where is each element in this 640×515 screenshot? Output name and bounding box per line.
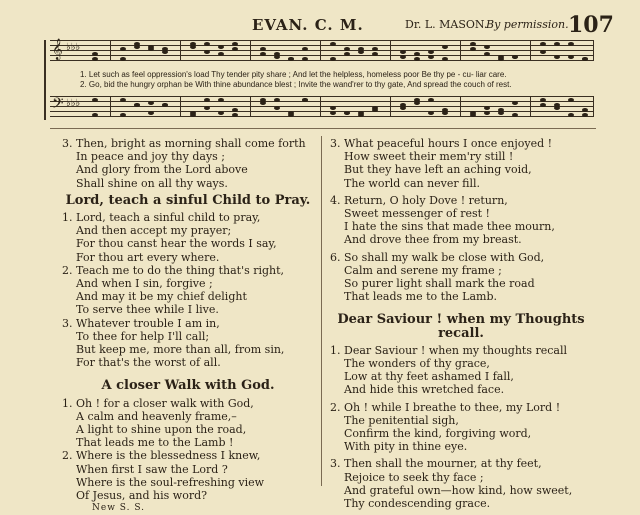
note-head xyxy=(428,50,434,54)
verse-number: 3. xyxy=(62,137,73,150)
note-head xyxy=(302,98,308,102)
tune-title: EVAN. C. M. xyxy=(252,16,364,34)
note-head xyxy=(204,50,210,54)
note-head xyxy=(498,57,504,61)
verse-line: So shall my walk be close with God, xyxy=(344,250,545,264)
verse-number: 6. xyxy=(330,250,341,264)
verse-line: That leads me to the Lamb. xyxy=(344,290,497,304)
note-head xyxy=(148,111,154,115)
note-head xyxy=(92,52,98,56)
verse-line: And when I sin, forgive ; xyxy=(76,277,213,291)
page-header xyxy=(0,14,640,36)
staff-line xyxy=(50,60,594,61)
note-head xyxy=(120,57,126,61)
verse-number: 1. xyxy=(62,211,73,225)
bar-line xyxy=(530,96,531,116)
verse-line: For thou art every where. xyxy=(76,250,220,264)
verse-line: Oh ! for a closer walk with God, xyxy=(76,396,254,410)
note-head xyxy=(148,101,154,105)
verse-line: And glory from the Lord above xyxy=(76,163,248,177)
verse-line: Calm and serene my frame ; xyxy=(344,263,502,277)
bar-line xyxy=(390,96,391,116)
verse-line: Low at thy feet ashamed I fall, xyxy=(344,370,514,384)
verse-block xyxy=(62,137,314,190)
note-head xyxy=(414,52,420,56)
note-head xyxy=(554,42,560,46)
system-brace xyxy=(44,40,49,120)
note-head xyxy=(400,50,406,54)
treble-staff xyxy=(50,40,594,60)
note-head xyxy=(218,98,224,102)
bar-line xyxy=(180,96,181,116)
verse-number: 2. xyxy=(330,400,341,414)
note-head xyxy=(134,103,140,107)
clef-icon: 𝄞 xyxy=(52,39,63,60)
verse-line: Sweet messenger of rest ! xyxy=(344,207,490,221)
staff-line xyxy=(50,111,594,112)
verse-block xyxy=(330,457,592,510)
verse-line: In peace and joy thy days ; xyxy=(76,150,226,164)
note-head xyxy=(232,113,238,117)
note-head xyxy=(330,42,336,46)
note-head xyxy=(344,111,350,115)
verse-line: Where is the soul-refreshing view xyxy=(76,475,265,489)
staff-line xyxy=(50,96,594,97)
note-head xyxy=(540,98,546,102)
note-head xyxy=(428,98,434,102)
note-head xyxy=(274,98,280,102)
note-head xyxy=(134,42,140,46)
verse-line: And then accept my prayer; xyxy=(76,224,232,238)
key-signature-icon: ♭♭♭ xyxy=(66,98,81,109)
verse-block xyxy=(330,251,592,304)
note-head xyxy=(470,42,476,46)
key-signature-icon: ♭♭♭ xyxy=(66,42,81,53)
note-head xyxy=(554,103,560,107)
note-head xyxy=(204,106,210,110)
note-head xyxy=(120,98,126,102)
verse-line: How sweet their mem'ry still ! xyxy=(344,150,514,164)
note-head xyxy=(120,47,126,51)
hymn-title: Dear Saviour ! when my Thoughts recall. xyxy=(337,312,585,341)
note-head xyxy=(218,52,224,56)
note-head xyxy=(92,113,98,117)
note-head xyxy=(414,101,420,105)
verse-line: And hide this wretched face. xyxy=(344,383,505,397)
note-head xyxy=(442,57,448,61)
left-column xyxy=(62,137,314,515)
note-head xyxy=(330,111,336,115)
verse-line: But keep me, more than all, from sin, xyxy=(76,343,285,357)
bar-line xyxy=(250,40,251,60)
note-head xyxy=(218,45,224,49)
verse-line: A calm and heavenly frame,– xyxy=(76,409,237,423)
verse-line: Then shall the mourner, at thy feet, xyxy=(344,457,542,471)
clef-icon: 𝄢 xyxy=(52,95,64,116)
verse-number: 3. xyxy=(62,316,73,330)
verse-line: For thou canst hear the words I say, xyxy=(76,237,277,251)
note-head xyxy=(442,108,448,112)
note-head xyxy=(274,106,280,110)
note-head xyxy=(540,42,546,46)
verse-line: Where is the blessedness I knew, xyxy=(76,449,261,463)
page-number: 107 xyxy=(568,12,614,38)
verse-line: Of Jesus, and his word? xyxy=(76,489,208,503)
note-head xyxy=(232,47,238,51)
lyric-line-1: 1. Let such as feel oppression's load Thy tender pity share ; And let the helpless, homeless poor Be thy pe - cu- liar care. xyxy=(80,70,507,79)
note-head xyxy=(232,108,238,112)
verse-number: 2. xyxy=(62,263,73,277)
note-head xyxy=(260,47,266,51)
note-head xyxy=(372,108,378,112)
verse-line: Oh ! while I breathe to thee, my Lord ! xyxy=(344,400,561,414)
note-head xyxy=(358,113,364,117)
bar-line xyxy=(593,40,594,60)
note-head xyxy=(484,45,490,49)
bar-line xyxy=(530,40,531,60)
verse-line: And may it be my chief delight xyxy=(76,290,247,304)
note-head xyxy=(288,57,294,61)
bar-line xyxy=(460,96,461,116)
verse-number: 3. xyxy=(330,457,341,471)
verse-block xyxy=(62,449,314,502)
note-head xyxy=(512,55,518,59)
verse-block xyxy=(330,401,592,454)
verse-line: Shall shine on all thy ways. xyxy=(76,176,228,190)
note-head xyxy=(470,113,476,117)
verse-line: That leads me to the Lamb ! xyxy=(76,436,234,450)
note-head xyxy=(358,50,364,54)
note-head xyxy=(260,101,266,105)
verse-line: Teach me to do the thing that's right, xyxy=(76,263,285,277)
verse-block xyxy=(62,317,314,370)
note-head xyxy=(92,98,98,102)
note-head xyxy=(540,50,546,54)
column-divider xyxy=(321,136,322,486)
verse-line: Lord, teach a sinful child to pray, xyxy=(76,211,261,225)
verse-number: 3. xyxy=(330,137,341,150)
bar-line xyxy=(320,96,321,116)
note-head xyxy=(372,52,378,56)
note-head xyxy=(582,113,588,117)
verse-line: And grateful own—how kind, how sweet, xyxy=(344,483,573,497)
note-head xyxy=(344,52,350,56)
verse-number: 1. xyxy=(330,343,341,357)
verse-block xyxy=(330,194,592,247)
bar-line xyxy=(320,40,321,60)
bar-line xyxy=(390,40,391,60)
note-head xyxy=(148,47,154,51)
note-head xyxy=(498,111,504,115)
bar-line xyxy=(110,96,111,116)
verse-number: 4. xyxy=(330,193,341,207)
bar-line xyxy=(460,40,461,60)
note-head xyxy=(400,103,406,107)
note-head xyxy=(274,52,280,56)
right-column xyxy=(330,137,592,510)
verse-line: With pity in thine eye. xyxy=(344,440,468,454)
note-head xyxy=(428,111,434,115)
bass-staff xyxy=(50,96,594,116)
verse-line: The world can never fill. xyxy=(344,176,481,190)
verse-line: Rejoice to seek thy face ; xyxy=(344,470,484,484)
note-head xyxy=(232,42,238,46)
bar-line xyxy=(180,40,181,60)
verse-line: Confirm the kind, forgiving word, xyxy=(344,427,532,441)
note-head xyxy=(512,113,518,117)
verse-block xyxy=(330,344,592,397)
note-head xyxy=(568,55,574,59)
note-head xyxy=(372,47,378,51)
note-head xyxy=(190,45,196,49)
note-head xyxy=(204,98,210,102)
verse-line: Thy condescending grace. xyxy=(344,497,491,511)
verse-block xyxy=(62,211,314,264)
note-head xyxy=(302,47,308,51)
staff-line xyxy=(50,106,594,107)
note-head xyxy=(190,113,196,117)
note-head xyxy=(204,42,210,46)
tune-note: New S. S. xyxy=(92,503,146,514)
verse-line: When first I saw the Lord ? xyxy=(76,462,228,476)
music-bottom-rule xyxy=(50,128,596,129)
verse-line: Return, O holy Dove ! return, xyxy=(344,193,508,207)
note-head xyxy=(470,47,476,51)
verse-block xyxy=(62,397,314,450)
note-head xyxy=(554,55,560,59)
verse-line: To thee for help I'll call; xyxy=(76,329,210,343)
verse-block xyxy=(330,137,592,190)
note-head xyxy=(330,57,336,61)
verse-line: Dear Saviour ! when my thoughts recall xyxy=(344,343,568,357)
note-head xyxy=(344,47,350,51)
verse-line: What peaceful hours I once enjoyed ! xyxy=(344,137,553,150)
verse-line: But they have left an aching void, xyxy=(344,163,532,177)
verse-line: Whatever trouble I am in, xyxy=(76,316,220,330)
bar-line xyxy=(250,96,251,116)
composer: Dr. L. MASON. xyxy=(405,18,488,31)
note-head xyxy=(400,55,406,59)
permission-note: By permission. xyxy=(486,18,569,31)
note-head xyxy=(428,55,434,59)
note-head xyxy=(162,50,168,54)
note-head xyxy=(568,42,574,46)
note-head xyxy=(568,98,574,102)
verse-line: To serve thee while I live. xyxy=(76,303,219,317)
verse-line: The wonders of thy grace, xyxy=(344,357,490,371)
note-head xyxy=(484,52,490,56)
note-head xyxy=(260,52,266,56)
verse-line: For that's the worst of all. xyxy=(76,356,221,370)
note-head xyxy=(302,57,308,61)
verse-line: A light to shine upon the road, xyxy=(76,423,247,437)
staff-line xyxy=(50,45,594,46)
note-head xyxy=(162,103,168,107)
note-head xyxy=(582,108,588,112)
verse-line: And drove thee from my breast. xyxy=(344,233,522,247)
hymn-title: A closer Walk with God. xyxy=(101,378,275,394)
bar-line xyxy=(593,96,594,116)
note-head xyxy=(512,101,518,105)
note-head xyxy=(92,57,98,61)
lyric-line-2: 2. Go, bid the hungry orphan be With thine abundance blest ; Invite the wand'rer to thy gate, And spread the couch of rest. xyxy=(80,80,512,89)
verse-number: 1. xyxy=(62,396,73,410)
note-head xyxy=(442,45,448,49)
note-head xyxy=(288,113,294,117)
note-head xyxy=(540,103,546,107)
staff-line xyxy=(50,40,594,41)
verse-line: I hate the sins that made thee mourn, xyxy=(344,220,555,234)
verse-block xyxy=(62,264,314,317)
verse-line: So purer light shall mark the road xyxy=(344,277,535,291)
note-head xyxy=(484,111,490,115)
staff-line xyxy=(50,50,594,51)
verse-line: The penitential sigh, xyxy=(344,413,459,427)
verse-number: 2. xyxy=(62,449,73,463)
bar-line xyxy=(110,40,111,60)
note-head xyxy=(120,113,126,117)
note-head xyxy=(484,106,490,110)
note-head xyxy=(582,57,588,61)
hymn-title: Lord, teach a sinful Child to Pray. xyxy=(65,192,311,208)
note-head xyxy=(218,111,224,115)
note-head xyxy=(568,113,574,117)
note-head xyxy=(414,57,420,61)
verse-line: Then, bright as morning shall come forth xyxy=(76,137,306,150)
note-head xyxy=(330,106,336,110)
